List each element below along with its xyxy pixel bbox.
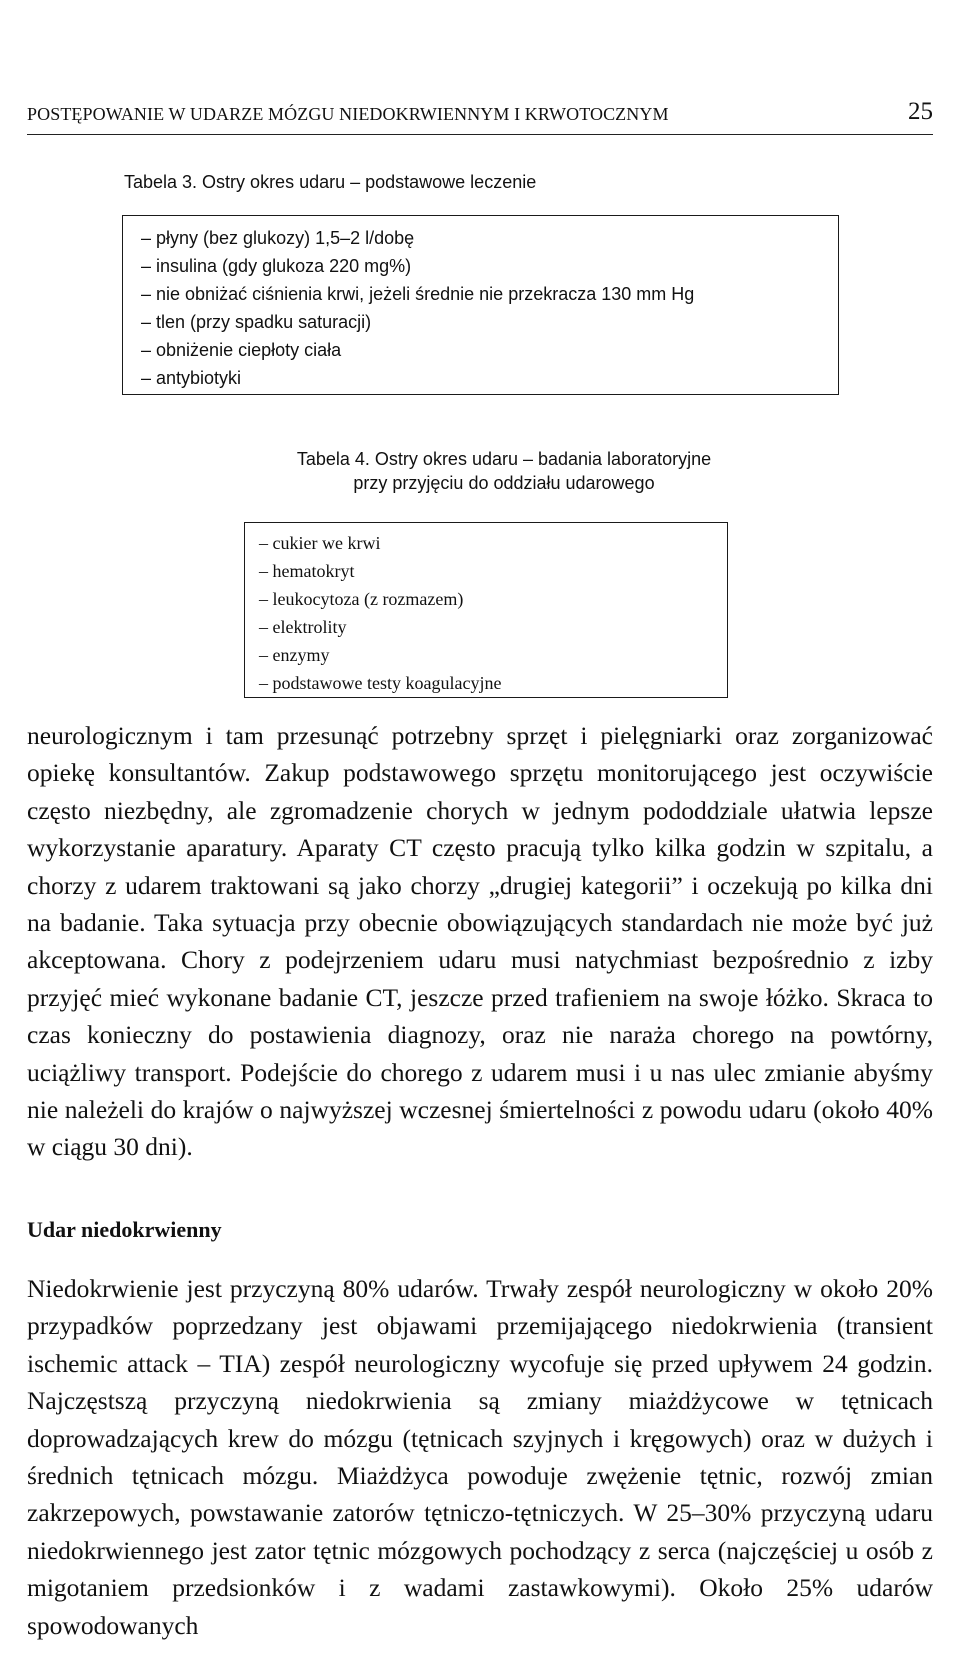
table3-caption: Tabela 3. Ostry okres udaru – podstawowe leczenie	[124, 172, 537, 192]
table3-item: – płyny (bez glukozy) 1,5–2 l/dobę	[141, 228, 415, 248]
table4-item: – elektrolity	[259, 617, 347, 637]
table3-item: – antybiotyki	[141, 368, 242, 388]
table4-list	[259, 529, 727, 697]
table4-caption-line1: Tabela 4. Ostry okres udaru – badania laboratoryjne	[296, 449, 712, 469]
table3-box	[122, 215, 839, 395]
table4-item: – enzymy	[259, 645, 330, 665]
table3-list	[141, 224, 838, 392]
table3-item: – tlen (przy spadku saturacji)	[141, 312, 372, 332]
running-title: POSTĘPOWANIE W UDARZE MÓZGU NIEDOKRWIENNYM I KRWOTOCZNYM	[27, 104, 669, 124]
table4-caption	[244, 447, 764, 495]
table4-caption-line2: przy przyjęciu do oddziału udarowego	[353, 473, 655, 493]
page-number: 25	[908, 98, 933, 125]
table4-item: – hematokryt	[259, 561, 355, 581]
table3-item: – nie obniżać ciśnienia krwi, jeżeli średnie nie przekracza 130 mm Hg	[141, 284, 695, 304]
body-paragraph-1: neurologicznym i tam przesunąć potrzebny sprzęt i pielęgniarki oraz zorganizować opiekę konsultantów. Zakup podstawowego sprzętu monitorującego jest oczywiście często niezbędny, ale zgromadzenie chorych w jednym pododdziale ułatwia lepsze wykorzystanie aparatury. Aparaty CT często pracują tylko kilka godzin w szpitalu, a chorzy z udarem traktowani są jako chorzy „drugiej kategorii” i oczekują po kilka dni na badanie. Taka sytuacja przy obecnie obowiązujących standardach nie może być już akceptowana. Chory z podejrzeniem udaru musi natychmiast bezpośrednio z izby przyjęć mieć wykonane badanie CT, jeszcze przed trafieniem na swoje łóżko. Skraca to czas konieczny do postawienia diagnozy, oraz nie naraża chorego na powtórny, uciążliwy transport. Podejście do chorego z udarem musi i u nas ulec zmianie abyśmy nie należeli do krajów o najwyższej wczesnej śmiertelności z powodu udaru (około 40% w ciągu 30 dni).	[27, 721, 933, 1162]
table4-box	[244, 522, 728, 698]
body-paragraph-2: Niedokrwienie jest przyczyną 80% udarów. Trwały zespół neurologiczny w około 20% przypadków poprzedzany jest objawami przemijającego niedokrwienia (transient ischemic attack – TIA) zespół neurologiczny wycofuje się przed upływem 24 godzin. Najczęstszą przyczyną niedokrwienia są zmiany miażdżycowe w tętnicach doprowadzających krew do mózgu (tętnicach szyjnych i kręgowych) oraz w dużych i średnich tętnicach mózgu. Miażdżyca powoduje zwężenie tętnic, rozwój zmian zakrzepowych, powstawanie zatorów tętniczo-tętniczych. W 25–30% przyczyną udaru niedokrwiennego jest zator tętnic mózgowych pochodzący z serca (najczęściej u osób z migotaniem przedsionków i z wadami zastawkowymi). Około 25% udarów spowodowanych	[27, 1274, 933, 1640]
table3-item: – obniżenie ciepłoty ciała	[141, 340, 342, 360]
section-heading: Udar niedokrwienny	[27, 1217, 222, 1242]
table3-item: – insulina (gdy glukoza 220 mg%)	[141, 256, 412, 276]
table4-item: – podstawowe testy koagulacyjne	[259, 673, 502, 693]
running-header	[27, 100, 933, 135]
table4-item: – cukier we krwi	[259, 533, 381, 553]
table4-item: – leukocytoza (z rozmazem)	[259, 589, 464, 609]
